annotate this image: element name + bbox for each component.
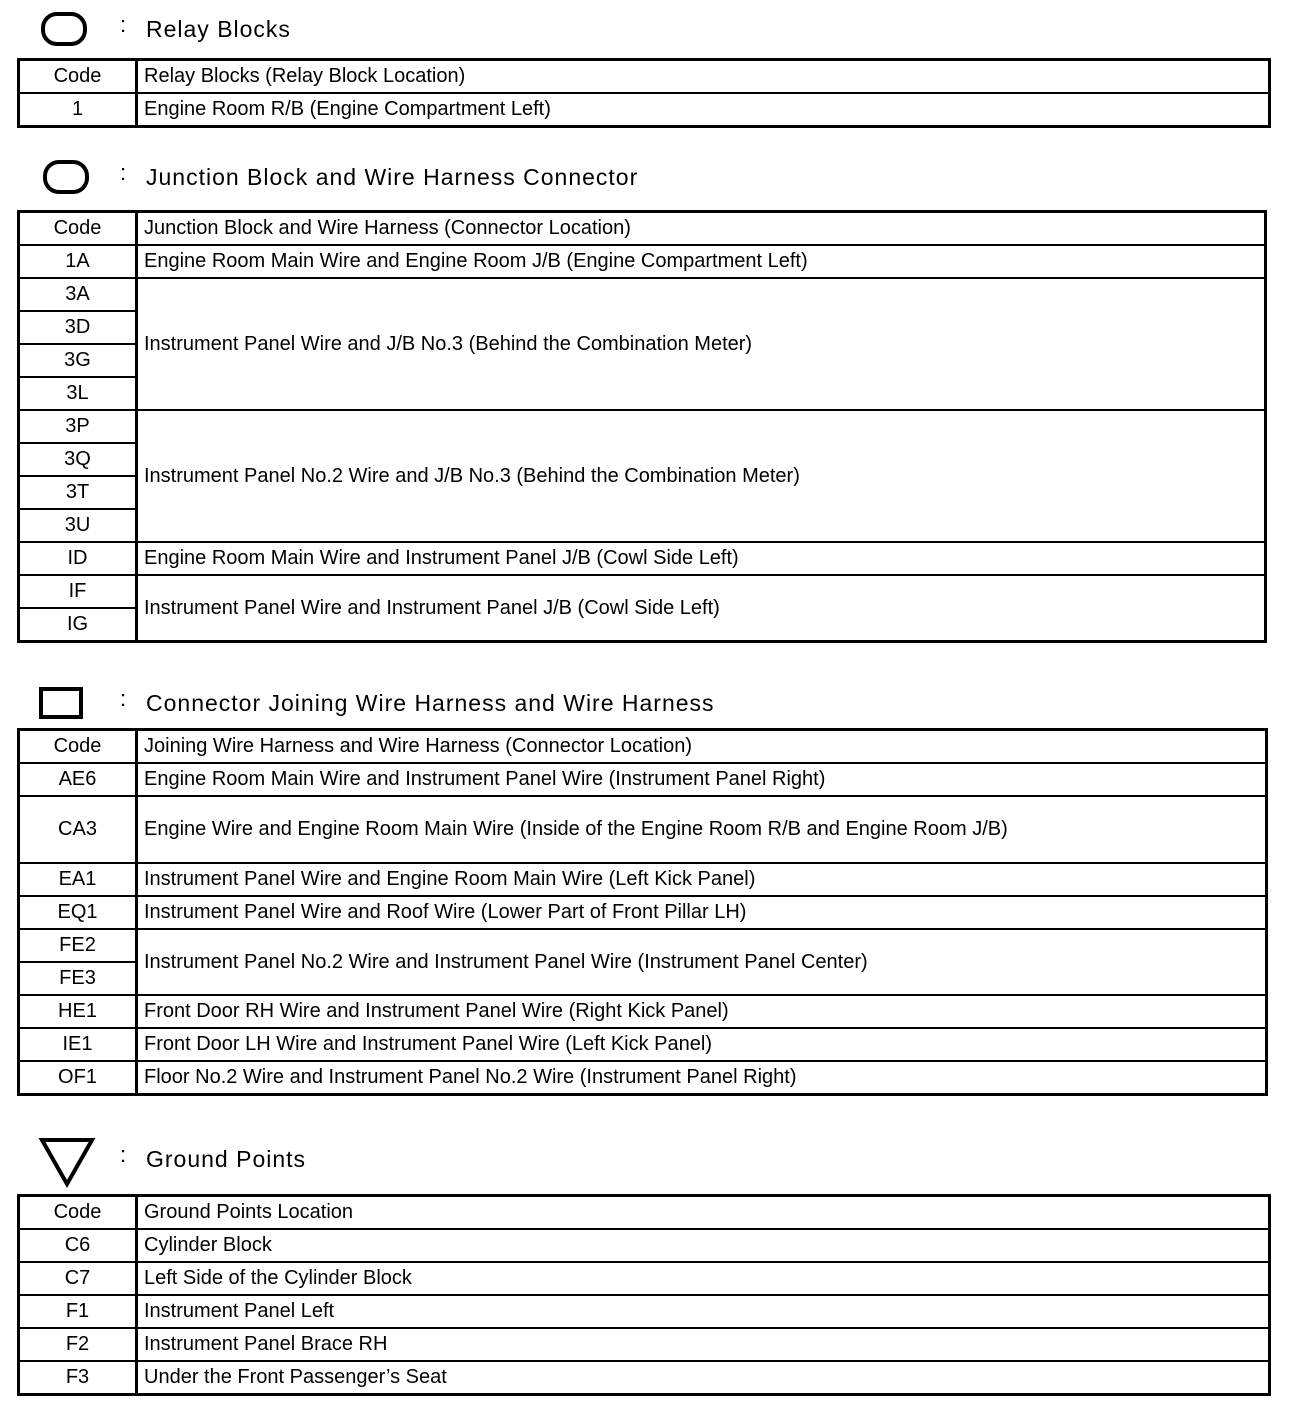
code-header: Code (19, 730, 137, 764)
location-cell: Floor No.2 Wire and Instrument Panel No.2 Wire (Instrument Panel Right) (137, 1061, 1267, 1095)
connector-joining-table (17, 728, 1268, 1096)
code-cell: 3U (19, 509, 137, 542)
ground-points-heading (0, 1138, 1300, 1178)
code-cell: OF1 (19, 1061, 137, 1095)
table-row (19, 93, 1270, 127)
table-row (19, 1328, 1270, 1361)
code-cell: EA1 (19, 863, 137, 896)
location-cell: Instrument Panel Wire and J/B No.3 (Behind the Combination Meter) (137, 278, 1266, 410)
location-cell: Instrument Panel Wire and Instrument Panel J/B (Cowl Side Left) (137, 575, 1266, 642)
code-header: Code (19, 60, 137, 94)
location-cell: Engine Room Main Wire and Instrument Panel Wire (Instrument Panel Right) (137, 763, 1267, 796)
section-title: Connector Joining Wire Harness and Wire Harness (146, 690, 715, 716)
section-title: Ground Points (146, 1146, 307, 1172)
location-cell: Instrument Panel Wire and Roof Wire (Lower Part of Front Pillar LH) (137, 896, 1267, 929)
table-row (19, 1361, 1270, 1395)
table-row (19, 1028, 1267, 1061)
code-cell: ID (19, 542, 137, 575)
table-row (19, 1061, 1267, 1095)
table-row (19, 410, 1266, 443)
code-cell: IE1 (19, 1028, 137, 1061)
relay-blocks-table (17, 58, 1271, 128)
code-cell: FE2 (19, 929, 137, 962)
rounded-oval-icon (40, 10, 90, 48)
location-cell: Engine Wire and Engine Room Main Wire (Inside of the Engine Room R/B and Engine Room J/B) (137, 796, 1267, 863)
code-header: Code (19, 1196, 137, 1230)
table-row (19, 1295, 1270, 1328)
location-cell: Instrument Panel Wire and Engine Room Main Wire (Left Kick Panel) (137, 863, 1267, 896)
separator-colon: : (120, 686, 127, 711)
location-cell: Front Door RH Wire and Instrument Panel Wire (Right Kick Panel) (137, 995, 1267, 1028)
location-cell: Instrument Panel No.2 Wire and Instrument Panel Wire (Instrument Panel Center) (137, 929, 1267, 995)
location-cell: Cylinder Block (137, 1229, 1270, 1262)
location-header: Relay Blocks (Relay Block Location) (137, 60, 1270, 94)
code-cell: 3Q (19, 443, 137, 476)
location-header: Ground Points Location (137, 1196, 1270, 1230)
table-row (19, 763, 1267, 796)
location-cell: Left Side of the Cylinder Block (137, 1262, 1270, 1295)
connector-joining-heading (0, 682, 1300, 722)
location-cell: Instrument Panel No.2 Wire and J/B No.3 (Behind the Combination Meter) (137, 410, 1266, 542)
rounded-oval-icon (42, 158, 92, 196)
separator-colon: : (120, 160, 127, 185)
code-cell: C6 (19, 1229, 137, 1262)
section-title: Relay Blocks (146, 16, 291, 42)
relay-blocks-heading (0, 8, 1300, 48)
code-cell: 3L (19, 377, 137, 410)
code-cell: 3A (19, 278, 137, 311)
code-cell: IF (19, 575, 137, 608)
code-cell: 3G (19, 344, 137, 377)
table-row (19, 1229, 1270, 1262)
table-row (19, 796, 1267, 863)
junction-block-table (17, 210, 1267, 643)
code-cell: F1 (19, 1295, 137, 1328)
code-cell: 3D (19, 311, 137, 344)
code-cell: IG (19, 608, 137, 642)
table-header-row (19, 730, 1267, 764)
ground-points-table (17, 1194, 1271, 1396)
code-cell: 1 (19, 93, 137, 127)
table-row (19, 245, 1266, 278)
rectangle-icon (37, 684, 87, 722)
table-header-row (19, 1196, 1270, 1230)
code-cell: F2 (19, 1328, 137, 1361)
location-header: Joining Wire Harness and Wire Harness (Connector Location) (137, 730, 1267, 764)
code-cell: EQ1 (19, 896, 137, 929)
location-cell: Engine Room R/B (Engine Compartment Left) (137, 93, 1270, 127)
table-row (19, 863, 1267, 896)
code-cell: F3 (19, 1361, 137, 1395)
junction-block-heading (0, 156, 1300, 196)
separator-colon: : (120, 12, 127, 37)
table-row (19, 929, 1267, 962)
location-header: Junction Block and Wire Harness (Connector Location) (137, 212, 1266, 246)
code-cell: C7 (19, 1262, 137, 1295)
code-cell: 1A (19, 245, 137, 278)
table-row (19, 542, 1266, 575)
table-row (19, 896, 1267, 929)
table-row (19, 1262, 1270, 1295)
code-cell: FE3 (19, 962, 137, 995)
code-cell: CA3 (19, 796, 137, 863)
code-header: Code (19, 212, 137, 246)
table-row (19, 278, 1266, 311)
separator-colon: : (120, 1142, 127, 1167)
table-row (19, 575, 1266, 608)
table-header-row (19, 60, 1270, 94)
triangle-down-icon (38, 1136, 98, 1188)
location-cell: Front Door LH Wire and Instrument Panel Wire (Left Kick Panel) (137, 1028, 1267, 1061)
section-title: Junction Block and Wire Harness Connector (146, 164, 639, 190)
location-cell: Under the Front Passenger’s Seat (137, 1361, 1270, 1395)
location-cell: Instrument Panel Left (137, 1295, 1270, 1328)
location-cell: Engine Room Main Wire and Instrument Panel J/B (Cowl Side Left) (137, 542, 1266, 575)
table-header-row (19, 212, 1266, 246)
table-row (19, 995, 1267, 1028)
code-cell: HE1 (19, 995, 137, 1028)
location-cell: Engine Room Main Wire and Engine Room J/B (Engine Compartment Left) (137, 245, 1266, 278)
code-cell: 3P (19, 410, 137, 443)
code-cell: 3T (19, 476, 137, 509)
code-cell: AE6 (19, 763, 137, 796)
location-cell: Instrument Panel Brace RH (137, 1328, 1270, 1361)
